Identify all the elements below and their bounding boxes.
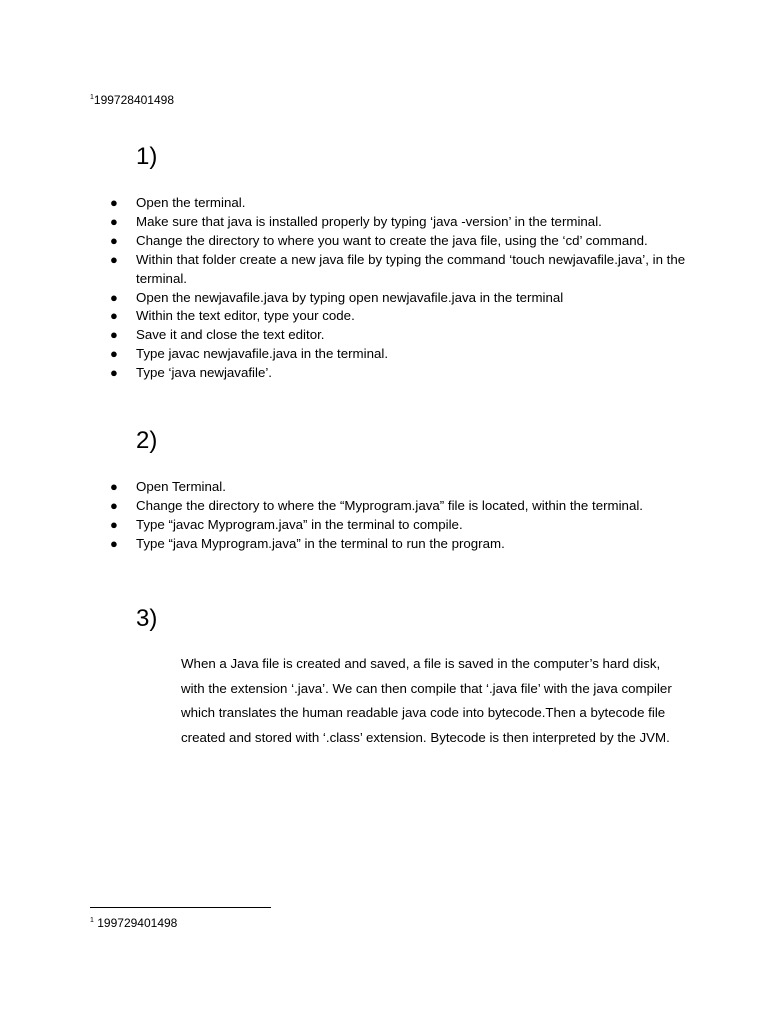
- list-item: [110, 232, 690, 251]
- steps-list-2: [110, 478, 690, 554]
- bullet-icon: ●: [110, 289, 118, 305]
- bullet-icon: ●: [110, 497, 118, 513]
- list-item: [110, 326, 690, 345]
- list-item: [110, 364, 690, 383]
- bullet-icon: ●: [110, 308, 118, 324]
- footnote-text: 199729401498: [97, 916, 178, 930]
- list-item-text: Make sure that java is installed properly by typing ‘java -version’ in the terminal.: [136, 213, 602, 229]
- footnote: [90, 915, 177, 931]
- list-item-text: Type “javac Myprogram.java” in the terminal to compile.: [136, 516, 463, 532]
- bullet-icon: ●: [110, 516, 118, 532]
- list-item: [110, 307, 690, 326]
- list-item-text: Open the terminal.: [136, 195, 246, 210]
- section-heading-1: 1): [136, 143, 158, 170]
- list-item-text: Type “java Myprogram.java” in the terminal to run the program.: [136, 535, 505, 551]
- bullet-icon: ●: [110, 232, 118, 248]
- list-item: [110, 345, 690, 364]
- list-item-text: Save it and close the text editor.: [136, 327, 325, 343]
- bullet-icon: ●: [110, 195, 118, 210]
- list-item-text: Change the directory to where you want to create the java file, using the ‘cd’ command.: [136, 232, 648, 248]
- bullet-icon: ●: [110, 346, 118, 362]
- bullet-icon: ●: [110, 327, 118, 343]
- list-item-text: Within the text editor, type your code.: [136, 308, 355, 324]
- header-id-text: 199728401498: [93, 93, 174, 107]
- list-item: [110, 516, 690, 535]
- bullet-icon: ●: [110, 251, 118, 267]
- list-item: [110, 535, 690, 554]
- list-item: [110, 251, 690, 289]
- list-item: [110, 194, 690, 213]
- list-item-text: Within that folder create a new java file by typing the command ‘touch newjavafile.java’, in the terminal.: [136, 251, 686, 286]
- footnote-separator: [90, 907, 271, 908]
- list-item: [110, 497, 690, 516]
- section-heading-2: 2): [136, 427, 158, 454]
- document-header-id: [90, 92, 174, 108]
- steps-list-1: [110, 194, 690, 383]
- bullet-icon: ●: [110, 213, 118, 229]
- bullet-icon: ●: [110, 479, 118, 494]
- footnote-reference-mark: 1: [90, 94, 94, 101]
- list-item: [110, 478, 690, 497]
- bullet-icon: ●: [110, 365, 118, 381]
- list-item: [110, 213, 690, 232]
- list-item-text: Change the directory to where the “Myprogram.java” file is located, within the terminal.: [136, 497, 643, 513]
- bullet-icon: ●: [110, 535, 118, 551]
- explanation-paragraph: When a Java file is created and saved, a file is saved in the computer’s hard disk, with the extension ‘.java’. We can then compile that ‘.java file’ with the java compiler which translates the human readable java code into bytecode.Then a bytecode file created and stored with ‘.class’ extension. Bytecode is then interpreted by the JVM.: [181, 656, 672, 745]
- list-item-text: Open the newjavafile.java by typing open newjavafile.java in the terminal: [136, 289, 564, 305]
- footnote-mark: 1: [90, 917, 94, 924]
- list-item-text: Type ‘java newjavafile’.: [136, 365, 272, 381]
- section-heading-3: 3): [136, 605, 158, 632]
- list-item-text: Open Terminal.: [136, 479, 226, 494]
- list-item: [110, 289, 690, 308]
- list-item-text: Type javac newjavafile.java in the terminal.: [136, 346, 389, 362]
